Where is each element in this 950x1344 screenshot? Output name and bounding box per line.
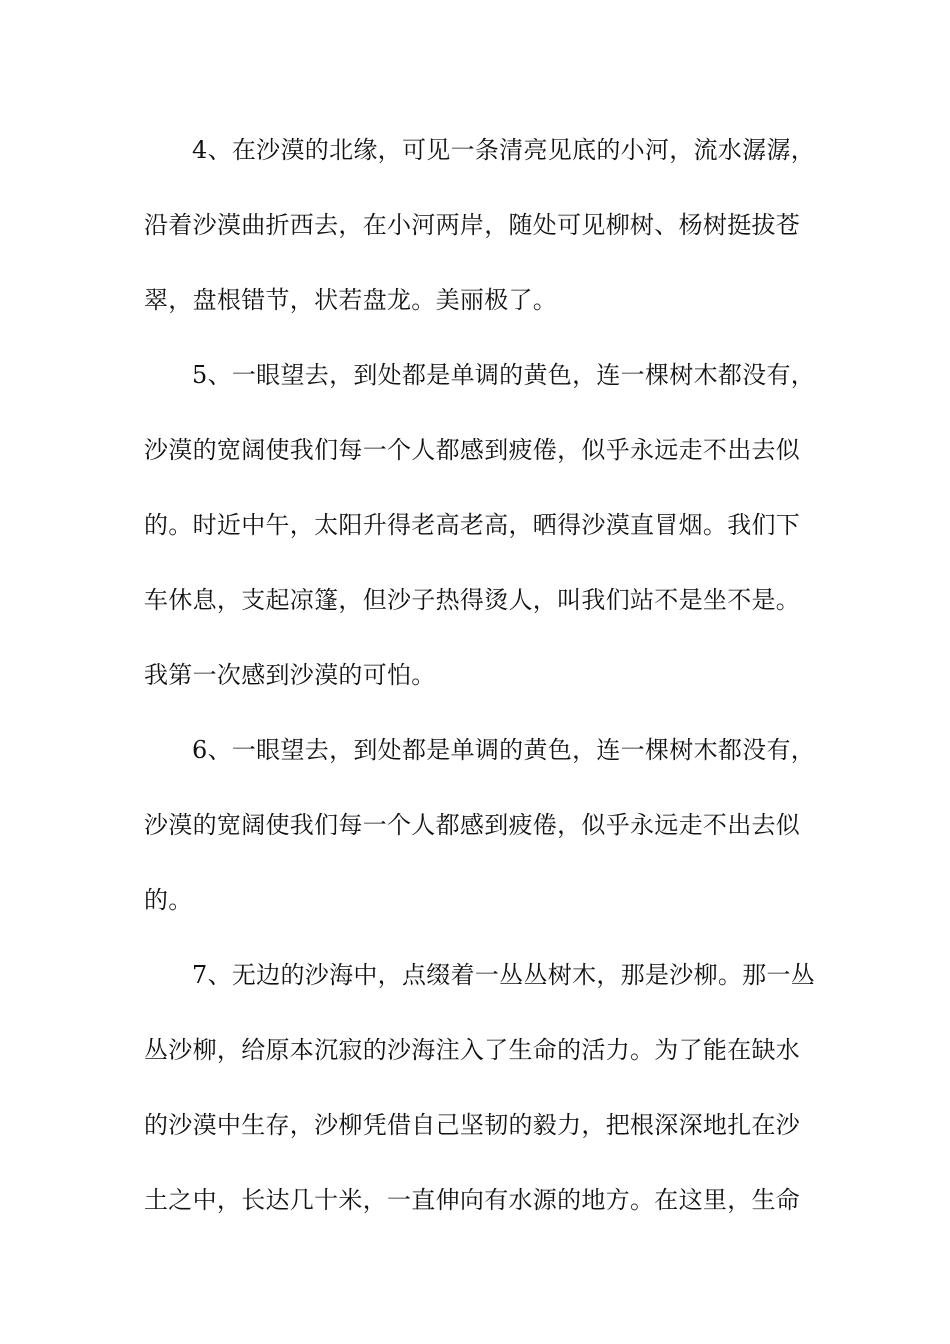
paragraph-7-line-3: 的沙漠中生存，沙柳凭借自己坚韧的毅力，把根深深地扎在沙 <box>144 1111 801 1139</box>
paragraph-6-line-3: 的。 <box>144 886 193 914</box>
paragraph-4-line-2: 沿着沙漠曲折西去，在小河两岸，随处可见柳树、杨树挺拔苍 <box>144 211 801 239</box>
paragraph-4-line-3: 翠，盘根错节，状若盘龙。美丽极了。 <box>144 286 558 314</box>
paragraph-5-line-5: 我第一次感到沙漠的可怕。 <box>144 661 436 689</box>
paragraph-6-line-1: 6、一眼望去，到处都是单调的黄色，连一棵树木都没有， <box>192 736 816 764</box>
paragraph-5-line-3: 的。时近中午，太阳升得老高老高，晒得沙漠直冒烟。我们下 <box>144 511 801 539</box>
paragraph-7-line-2: 丛沙柳，给原本沉寂的沙海注入了生命的活力。为了能在缺水 <box>144 1036 801 1064</box>
paragraph-6-line-2: 沙漠的宽阔使我们每一个人都感到疲倦，似乎永远走不出去似 <box>144 811 801 839</box>
paragraph-4-line-1: 4、在沙漠的北缘，可见一条清亮见底的小河，流水潺潺， <box>192 136 816 164</box>
paragraph-5-line-4: 车休息，支起凉篷，但沙子热得烫人，叫我们站不是坐不是。 <box>144 586 801 614</box>
paragraph-5-line-1: 5、一眼望去，到处都是单调的黄色，连一棵树木都没有， <box>192 361 816 389</box>
paragraph-7-line-4: 土之中，长达几十米，一直伸向有水源的地方。在这里，生命 <box>144 1186 801 1214</box>
paragraph-7-line-1: 7、无边的沙海中，点缀着一丛丛树木，那是沙柳。那一丛 <box>192 961 816 989</box>
paragraph-5-line-2: 沙漠的宽阔使我们每一个人都感到疲倦，似乎永远走不出去似 <box>144 436 801 464</box>
